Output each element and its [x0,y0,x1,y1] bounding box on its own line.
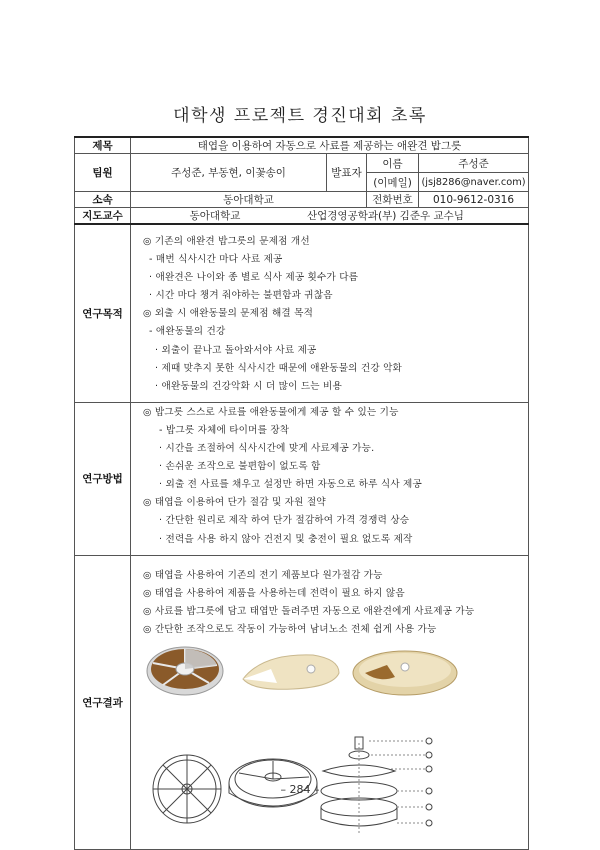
team-value: 주성준, 부동현, 이꽃송이 [131,154,327,192]
affiliation-label: 소속 [75,192,131,208]
page-number: – 284 – [280,783,320,796]
advisor-dept: 산업경영공학과(부) 김준우 교수님 [307,210,464,222]
presenter-email: (jsj8286@naver.com) [419,173,529,192]
method-line: · 간단한 원리로 제작 하여 단가 절감하여 가격 경쟁력 상승 [159,515,410,527]
method-line: · 전력을 사용 하지 않아 건전지 및 충전이 필요 없도록 제작 [159,533,413,545]
document-title: 대학생 프로젝트 경진대회 초록 [173,106,427,126]
lid-photo [243,655,339,689]
email-label: (이메일) [367,173,419,192]
product-illustration [143,643,529,839]
method-line: · 손쉬운 조작으로 불편함이 없도록 함 [159,461,321,473]
purpose-line: ◎ 외출 시 애완동물의 문제점 해결 목적 [143,308,314,320]
result-line: ◎ 간단한 조작으로도 작동이 가능하여 남녀노소 전체 쉽게 사용 가능 [143,623,437,635]
purpose-line: · 애완동물의 건강악화 시 더 많이 드는 비용 [155,380,342,392]
bowl-photo-kibble [147,647,223,695]
purpose-label: 연구목적 [75,224,131,402]
method-label: 연구방법 [75,402,131,555]
bowl-photo-beige [353,651,457,695]
advisor-univ: 동아대학교 [189,210,241,222]
purpose-line: - 매번 식사시간 마다 사료 제공 [149,254,283,266]
purpose-line: · 시간 마다 챙겨 줘야하는 불편함과 귀찮음 [149,290,333,302]
abstract-form [74,136,529,850]
method-line: · 시간을 조절하여 식사시간에 맞게 사료제공 가능. [159,443,375,455]
advisor-label: 지도교수 [75,208,131,225]
method-line: · 외출 전 사료를 채우고 설정만 하면 자동으로 하루 식사 제공 [159,479,422,491]
team-label: 팀원 [75,154,131,192]
method-content [131,402,529,555]
name-label: 이름 [367,154,419,173]
purpose-content [131,224,529,402]
result-label: 연구결과 [75,555,131,849]
method-line: ◎ 밥그릇 스스로 사료를 애완동물에게 제공 할 수 있는 기능 [143,406,399,418]
result-content [131,555,529,849]
phone-label: 전화번호 [367,192,419,208]
method-line: ◎ 태엽을 이용하여 단가 절감 및 자원 절약 [143,497,326,509]
purpose-line: ◎ 기존의 애완견 밥그릇의 문제점 개선 [143,236,310,247]
purpose-line: · 애완견은 나이와 종 별로 식사 제공 횟수가 다름 [149,272,359,284]
advisor-cell [131,208,529,225]
purpose-line: · 제때 맞추지 못한 식사시간 때문에 애완동물의 건강 악화 [155,362,402,374]
purpose-line: - 애완동물의 건강 [149,326,226,338]
result-line: ◎ 태엽을 사용하여 제품을 사용하는데 전력이 필요 하지 않음 [143,587,405,599]
method-line: - 밥그릇 자체에 타이머를 장착 [159,424,290,436]
subject-label: 제목 [75,137,131,154]
result-line: ◎ 사료를 밥그릇에 담고 태엽만 돌려주면 자동으로 애완견에게 사료제공 가능 [143,605,475,617]
purpose-line: · 외출이 끝나고 돌아와서야 사료 제공 [155,344,317,356]
advisor-inner [131,208,528,223]
result-line: ◎ 태엽을 사용하여 기존의 전기 제품보다 원가절감 가능 [143,569,383,581]
subject-value: 태엽을 이용하여 자동으로 사료를 제공하는 애완견 밥그릇 [131,137,529,154]
presenter-label: 발표자 [327,154,367,192]
phone-value: 010-9612-0316 [419,192,529,208]
affiliation-value: 동아대학교 [131,192,367,208]
presenter-name: 주성준 [419,154,529,173]
product-figures [143,643,522,843]
